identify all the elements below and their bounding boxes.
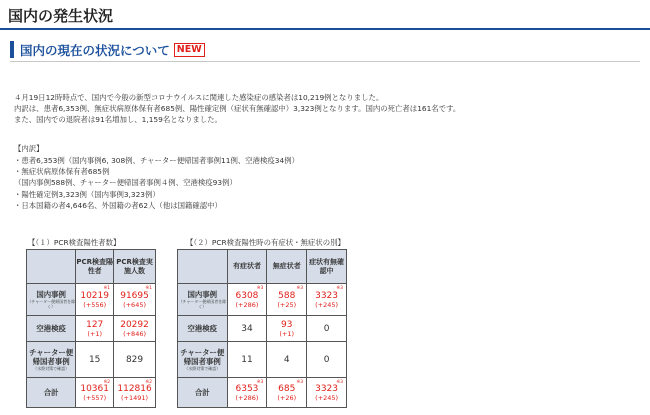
cell-value: 588 [278, 290, 296, 301]
table-corner [27, 250, 76, 284]
table-cell [227, 342, 267, 378]
cell-value: 93 [281, 319, 293, 330]
cell-delta: (+1491) [121, 393, 149, 402]
table-cell [227, 316, 267, 342]
cell-note: ※3 [336, 286, 343, 291]
cell-note: ※3 [256, 380, 264, 385]
row-label-note: （水際対策で確認） [184, 366, 221, 371]
cell-value: 112816 [117, 383, 152, 394]
row-header [178, 342, 228, 378]
cell-value: 20292 [120, 319, 149, 330]
summary-line: ４月19日12時時点で、国内で今般の新型コロナウイルスに関連した感染症の感染者は10,219例となりました。 [14, 93, 384, 102]
section-divider [10, 61, 640, 62]
table-row [178, 378, 347, 408]
cell-note: ※2 [145, 380, 152, 385]
table-corner [178, 250, 228, 284]
cell-delta: (+245) [315, 300, 339, 309]
row-header [178, 378, 228, 408]
row-label: 国内事例 [36, 290, 66, 299]
cell-value: 91695 [120, 290, 149, 301]
cell-delta: (+286) [235, 300, 259, 309]
table-cell [267, 284, 307, 316]
cell-delta: (+556) [83, 300, 107, 309]
row-header [27, 378, 76, 408]
table2-caption: 【（２）PCR検査陽性時の有症状・無症状の別】 [186, 238, 345, 247]
table-cell [267, 342, 307, 378]
table-cell [267, 378, 307, 408]
cell-value: 0 [323, 354, 330, 365]
row-label-note: （チャーター便帰国者を除く） [27, 299, 76, 309]
table-cell [114, 342, 156, 378]
table-cell [227, 284, 267, 316]
table-cell [76, 342, 114, 378]
table-cell [114, 284, 156, 316]
column-header: 症状有無確認中 [307, 250, 347, 284]
cell-value: 10361 [80, 383, 109, 394]
section-title: 国内の現在の状況について [20, 42, 170, 58]
title-divider [0, 28, 650, 30]
cell-delta: (+286) [235, 393, 259, 402]
table-cell [114, 378, 156, 408]
cell-value: 6308 [235, 290, 259, 301]
column-header: 有症状者 [227, 250, 267, 284]
list-item: （国内事例588例、チャーター便帰国者事例４例、空港検疫93例） [14, 178, 237, 188]
cell-delta: (+846) [123, 329, 147, 338]
list-item: ・陽性確定例3,323例（国内事例3,323例） [14, 189, 160, 199]
cell-value: 4 [283, 354, 290, 365]
cell-value: 3323 [315, 290, 339, 301]
cell-value: 0 [323, 323, 330, 334]
row-header [178, 316, 228, 342]
column-header: PCR検査実施人数 [114, 250, 156, 284]
list-item: ・日本国籍の者4,646名、外国籍の者62人（他は国籍確認中） [14, 200, 222, 210]
cell-note: ※1 [145, 286, 152, 291]
table-cell [76, 316, 114, 342]
table-row [27, 378, 156, 408]
section-accent-bar [10, 41, 14, 58]
cell-delta: (+557) [83, 393, 107, 402]
table-cell [307, 378, 347, 408]
cell-value: 127 [86, 319, 104, 330]
cell-note: ※3 [336, 380, 343, 385]
cell-delta: (+645) [123, 300, 147, 309]
cell-note: ※3 [296, 380, 304, 385]
row-label: 空港検疫 [187, 324, 218, 333]
table1-caption: 【（１）PCR検査陽性者数】 [28, 238, 121, 247]
row-header [27, 342, 76, 378]
row-label: 空港検疫 [36, 324, 66, 333]
table-cell [307, 284, 347, 316]
cell-delta: (+245) [315, 393, 339, 402]
cell-value: 10219 [80, 290, 109, 301]
row-header [178, 284, 228, 316]
pcr-positive-table [26, 249, 156, 408]
cell-value: 685 [278, 383, 296, 394]
table-cell [114, 316, 156, 342]
row-label: 合計 [43, 388, 59, 397]
summary-line: 内訳は、患者6,353例、無症状病原体保有者685例、陽性確定例（症状有無確認中）3,323例となります。国内の死亡者は161名です。 [14, 104, 461, 113]
column-header: PCR検査陽性者 [76, 250, 114, 284]
cell-delta: (+25) [277, 300, 297, 309]
cell-value: 34 [241, 323, 253, 334]
cell-delta: (+1) [279, 329, 295, 338]
table-row [178, 284, 347, 316]
row-label-note: （チャーター便帰国者を除く） [178, 299, 227, 309]
breakdown-heading: 【内訳】 [14, 144, 44, 153]
cell-value: 15 [88, 354, 101, 365]
summary-line: また、国内での退院者は91名増加し、1,159名となりました。 [14, 115, 222, 124]
table-row [27, 342, 156, 378]
table-row [178, 342, 347, 378]
cell-value: 11 [241, 354, 253, 365]
row-label: チャーター便帰国者事例 [29, 348, 74, 366]
table-row [27, 284, 156, 316]
row-label-note: （水際対策で確認） [33, 366, 70, 371]
table-cell [76, 284, 114, 316]
table-cell [76, 378, 114, 408]
row-header [27, 284, 76, 316]
cell-delta: (+26) [277, 393, 297, 402]
breakdown-list [14, 155, 299, 211]
section-header [10, 41, 205, 58]
table-cell [267, 316, 307, 342]
page-title: 国内の発生状況 [8, 7, 114, 25]
row-label: 合計 [194, 388, 210, 397]
cell-note: ※2 [103, 380, 111, 385]
summary-paragraph [14, 92, 460, 125]
table-row [178, 316, 347, 342]
symptom-table [177, 249, 347, 408]
row-label: 国内事例 [187, 290, 218, 299]
table-row [27, 316, 156, 342]
list-item: ・無症状病原体保有者685例 [14, 167, 110, 177]
table-cell [307, 342, 347, 378]
column-header: 無症状者 [267, 250, 307, 284]
cell-note: ※3 [296, 286, 304, 291]
cell-value: 6353 [235, 383, 259, 394]
cell-value: 3323 [315, 383, 339, 394]
cell-value: 829 [125, 354, 144, 365]
table-cell [307, 316, 347, 342]
cell-delta: (+1) [87, 329, 103, 338]
cell-note: ※1 [103, 286, 111, 291]
list-item: ・患者6,353例（国内事例6, 308例、チャーター便帰国者事例11例、空港検疫34例） [14, 156, 299, 165]
row-label: チャーター便帰国者事例 [180, 348, 225, 366]
row-header [27, 316, 76, 342]
cell-note: ※3 [256, 286, 264, 291]
table-cell [227, 378, 267, 408]
new-badge: NEW [174, 43, 205, 57]
